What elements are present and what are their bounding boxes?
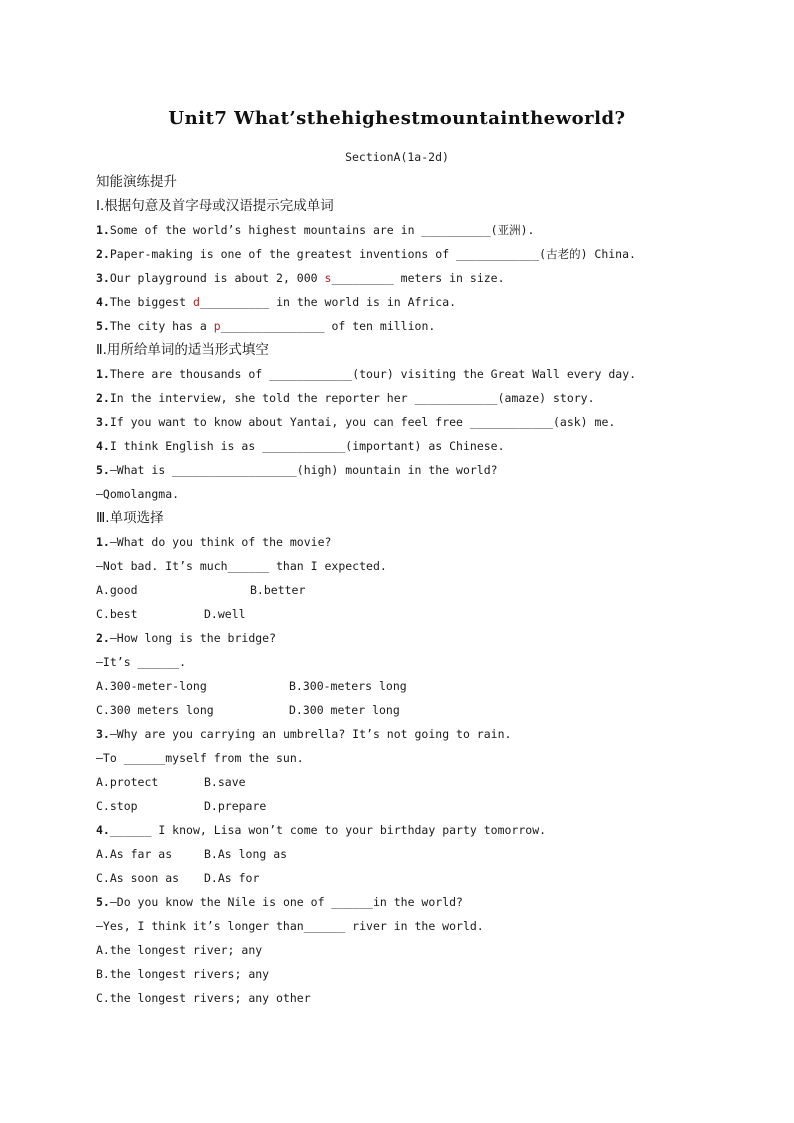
question-text: (amaze) story. [497, 391, 595, 405]
question-text: of ten million. [324, 319, 436, 333]
part3-q3-options-cd [96, 794, 716, 818]
answer-blank[interactable]: ____________ [469, 415, 553, 429]
answer-blank[interactable]: __________ [199, 295, 270, 309]
option-b[interactable]: B.As long as [204, 847, 288, 861]
question-text: meters in size. [393, 271, 505, 285]
page-title: Unit7 What’sthehighestmountaintheworld? [168, 108, 626, 129]
part3-q4-options-ab [96, 842, 716, 866]
option-c[interactable]: C.stop [96, 799, 138, 813]
part3-question-1-reply: —Not bad. It’s much______ than I expected. [96, 559, 387, 573]
part3-q1-options-cd [96, 602, 716, 626]
question-number: 1. [96, 367, 110, 381]
question-text: If you want to know about Yantai, you can feel free [109, 415, 470, 429]
question-number: 2. [96, 391, 110, 405]
part3-question-1 [96, 530, 716, 554]
part2-question-2 [96, 386, 716, 410]
part3-question-5 [96, 890, 716, 914]
part3-heading: Ⅲ.单项选择 [96, 510, 164, 526]
part2-question-1 [96, 362, 716, 386]
option-c[interactable]: C.As soon as [96, 871, 180, 885]
option-a[interactable]: A.good [96, 583, 138, 597]
answer-blank[interactable]: ____________ [414, 391, 498, 405]
part3-q3-options-ab [96, 770, 716, 794]
question-number: 1. [96, 535, 110, 549]
part3-question-3 [96, 722, 716, 746]
part3-question-3-reply: —To ______myself from the sun. [96, 751, 304, 765]
answer-blank[interactable]: __________________ [172, 463, 297, 477]
option-b[interactable]: B.the longest rivers; any [96, 967, 270, 981]
question-text: (high) mountain in the world? [296, 463, 498, 477]
part3-question-5-reply: —Yes, I think it’s longer than______ river in the world. [96, 919, 484, 933]
part1-heading: Ⅰ.根据句意及首字母或汉语提示完成单词 [96, 198, 334, 214]
question-text: Our playground is about 2, 000 [109, 271, 325, 285]
question-text: —Do you know the Nile is one of ______in the world? [109, 895, 463, 909]
part3-question-2-reply: —It’s ______. [96, 655, 187, 669]
letter-hint: p [213, 319, 221, 333]
question-text: I think English is as [109, 439, 263, 453]
answer-blank[interactable]: ____________ [456, 247, 540, 261]
question-text: —Why are you carrying an umbrella? It’s not going to rain. [109, 727, 512, 741]
option-d[interactable]: D.well [204, 607, 246, 621]
option-a[interactable]: A.As far as [96, 847, 173, 861]
question-number: 2. [96, 631, 110, 645]
part2-question-3 [96, 410, 716, 434]
question-number: 3. [96, 271, 110, 285]
question-number: 4. [96, 439, 110, 453]
answer-blank[interactable]: ____________ [262, 439, 346, 453]
question-number: 4. [96, 295, 110, 309]
option-b[interactable]: B.save [204, 775, 246, 789]
question-text: (important) as Chinese. [345, 439, 505, 453]
question-text: (亚洲). [490, 223, 535, 237]
part3-question-4 [96, 818, 716, 842]
option-a[interactable]: A.the longest river; any [96, 943, 263, 957]
question-number: 5. [96, 319, 110, 333]
question-number: 3. [96, 415, 110, 429]
option-b[interactable]: B.better [250, 583, 306, 597]
part2-question-5 [96, 458, 716, 482]
answer-blank[interactable]: ____________ [269, 367, 353, 381]
question-number: 1. [96, 223, 110, 237]
option-c[interactable]: C.best [96, 607, 138, 621]
part1-question-5 [96, 314, 716, 338]
page-subtitle: SectionA(1a-2d) [345, 150, 449, 164]
question-text: —How long is the bridge? [109, 631, 277, 645]
letter-hint: d [192, 295, 200, 309]
question-text: Some of the world’s highest mountains are in [109, 223, 422, 237]
option-d[interactable]: D.300 meter long [289, 703, 400, 717]
question-number: 5. [96, 895, 110, 909]
answer-blank[interactable]: __________ [421, 223, 491, 237]
question-text: —What do you think of the movie? [109, 535, 332, 549]
option-b[interactable]: B.300-meters long [289, 679, 407, 693]
question-text: (古老的) China. [539, 247, 636, 261]
part1-question-3 [96, 266, 716, 290]
option-a[interactable]: A.protect [96, 775, 159, 789]
question-number: 5. [96, 463, 110, 477]
part1-question-1 [96, 218, 716, 242]
letter-hint: s [324, 271, 332, 285]
option-c[interactable]: C.300 meters long [96, 703, 214, 717]
question-text: (ask) me. [552, 415, 616, 429]
section-label: 知能演练提升 [96, 174, 177, 190]
question-number: 2. [96, 247, 110, 261]
option-d[interactable]: D.As for [204, 871, 260, 885]
question-text: (tour) visiting the Great Wall every day. [352, 367, 637, 381]
question-text: Paper-making is one of the greatest inventions of [109, 247, 457, 261]
part3-q2-options-ab [96, 674, 716, 698]
question-text: —What is [109, 463, 173, 477]
question-number: 3. [96, 727, 110, 741]
part3-q2-options-cd [96, 698, 716, 722]
part2-question-5-answer: —Qomolangma. [96, 487, 180, 501]
question-text: ______ I know, Lisa won’t come to your birthday party tomorrow. [109, 823, 547, 837]
answer-blank[interactable]: _________ [331, 271, 394, 285]
part3-q4-options-cd [96, 866, 716, 890]
question-text: The city has a [109, 319, 214, 333]
question-text: The biggest [109, 295, 193, 309]
part2-question-4 [96, 434, 716, 458]
question-text: There are thousands of [109, 367, 270, 381]
question-text: In the interview, she told the reporter her [109, 391, 415, 405]
option-c[interactable]: C.the longest rivers; any other [96, 991, 311, 1005]
part3-q1-options-ab [96, 578, 716, 602]
exercise-content [96, 170, 716, 1010]
question-number: 4. [96, 823, 110, 837]
part1-question-2 [96, 242, 716, 266]
option-d[interactable]: D.prepare [204, 799, 267, 813]
option-a[interactable]: A.300-meter-long [96, 679, 207, 693]
question-text: in the world is in Africa. [269, 295, 457, 309]
part3-question-2 [96, 626, 716, 650]
part1-question-4 [96, 290, 716, 314]
part2-heading: Ⅱ.用所给单词的适当形式填空 [96, 342, 269, 358]
answer-blank[interactable]: _______________ [220, 319, 325, 333]
